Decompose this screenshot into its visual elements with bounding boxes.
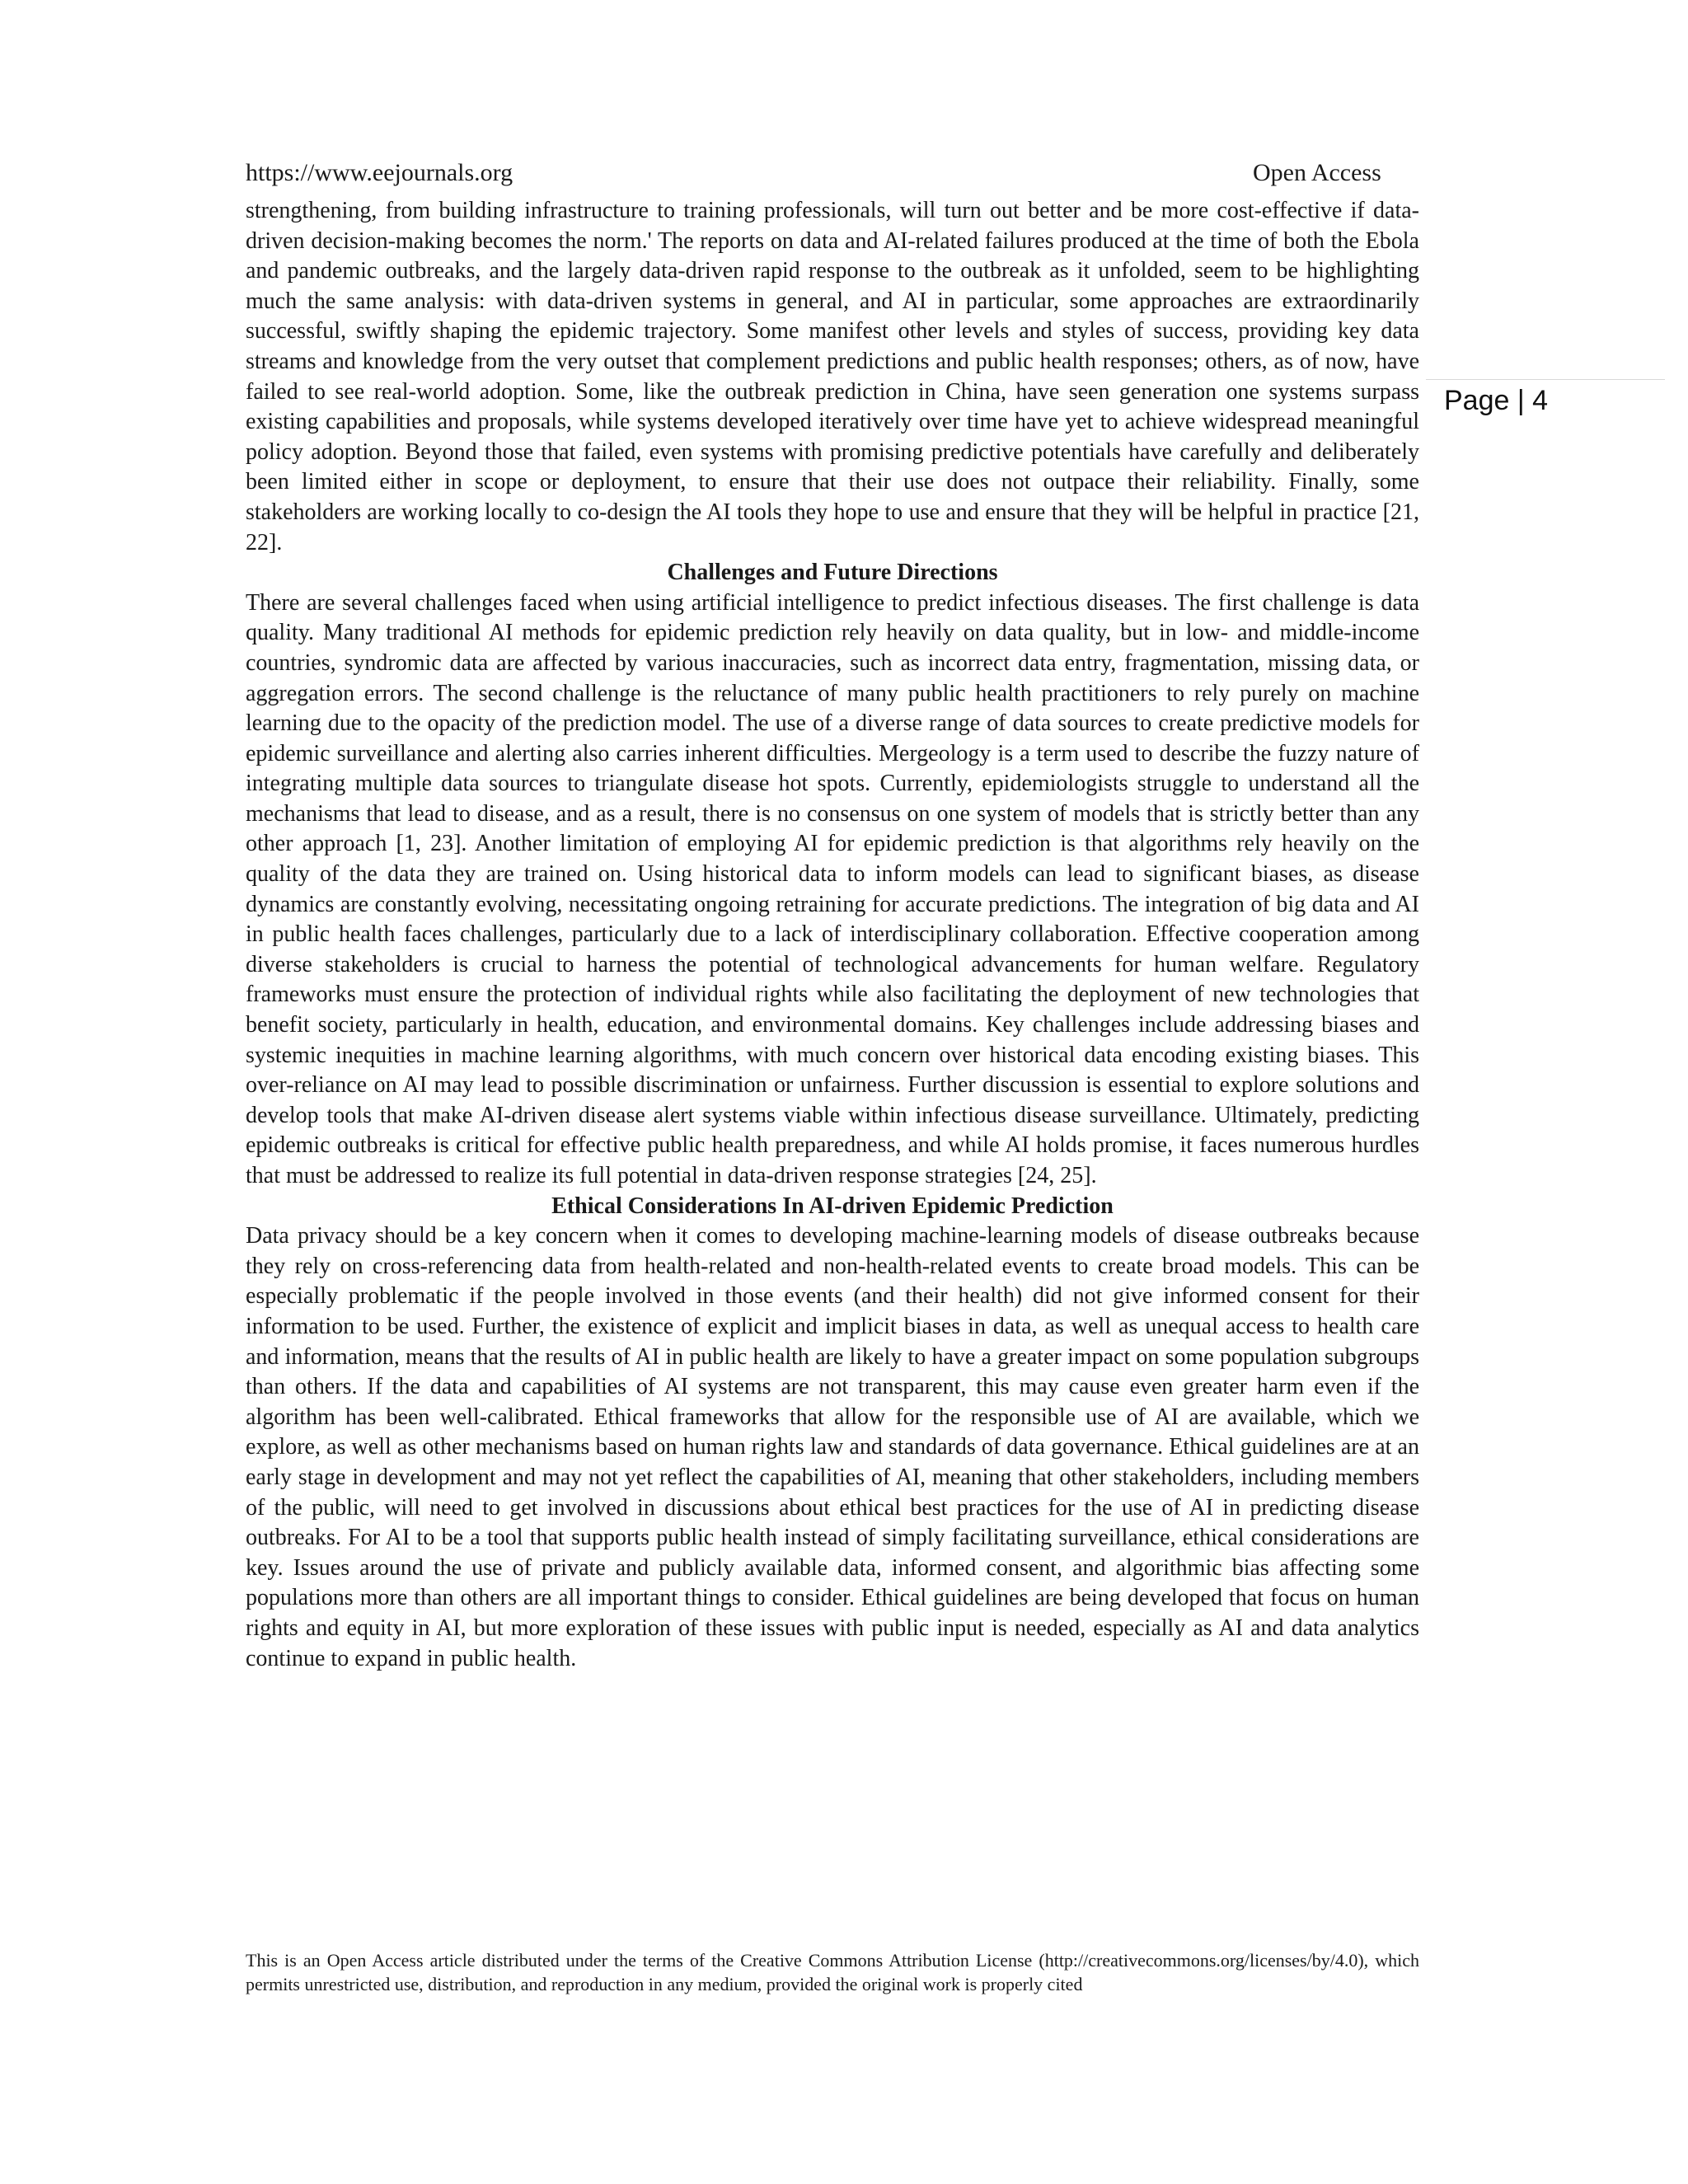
article-body bbox=[246, 196, 1419, 1674]
journal-url[interactable]: https://www.eejournals.org bbox=[246, 159, 513, 186]
paragraph-continued: strengthening, from building infrastructure to training professionals, will turn out better and be more cost-effective if data-driven decision-making becomes the norm.' The reports on data and AI-related failures produced at the time of both the Ebola and pandemic outbreaks, and the largely data-driven rapid response to the outbreak as it unfolded, seem to be highlighting much the same analysis: with data-driven systems in general, and AI in particular, some approaches are extraordinarily successful, swiftly shaping the epidemic trajectory. Some manifest other levels and styles of success, providing key data streams and knowledge from the very outset that complement predictions and public health responses; others, as of now, have failed to see real-world adoption. Some, like the outbreak prediction in China, have seen generation one systems surpass existing capabilities and proposals, while systems developed iteratively over time have yet to achieve widespread meaningful policy adoption. Beyond those that failed, even systems with promising predictive potentials have carefully and deliberately been limited either in scope or deployment, to ensure that their use does not outpace their reliability. Finally, some stakeholders are working locally to co-design the AI tools they hope to use and ensure that they will be helpful in practice [21, 22]. bbox=[246, 198, 1419, 555]
license-text: This is an Open Access article distributed under the terms of the Creative Commons Attribution License (http://creativecommons.org/licenses/by/4.0), which permits unrestricted use, distribution, and reproduction in any medium, provided the original work is properly cited bbox=[246, 1950, 1419, 1994]
sidebar-divider bbox=[1426, 379, 1665, 380]
section-heading-ethics: Ethical Considerations In AI-driven Epidemic Prediction bbox=[551, 1193, 1114, 1219]
page-number: Page | 4 bbox=[1444, 385, 1549, 416]
paragraph-challenges: There are several challenges faced when using artificial intelligence to predict infectious diseases. The first challenge is data quality. Many traditional AI methods for epidemic prediction rely heavily on data quality, but in low- and middle-income countries, syndromic data are affected by various inaccuracies, such as incorrect data entry, fragmentation, missing data, or aggregation errors. The second challenge is the reluctance of many public health practitioners to rely purely on machine learning due to the opacity of the prediction model. The use of a diverse range of data sources to create predictive models for epidemic surveillance and alerting also carries inherent difficulties. Mergeology is a term used to describe the fuzzy nature of integrating multiple data sources to triangulate disease hot spots. Currently, epidemiologists struggle to understand all the mechanisms that lead to disease, and as a result, there is no consensus on one system of models that is strictly better than any other approach [1, 23]. Another limitation of employing AI for epidemic prediction is that algorithms rely heavily on the quality of the data they are trained on. Using historical data to inform models can lead to significant biases, as disease dynamics are constantly evolving, necessitating ongoing retraining for accurate predictions. The integration of big data and AI in public health faces challenges, particularly due to a lack of interdisciplinary collaboration. Effective cooperation among diverse stakeholders is crucial to harness the potential of technological advancements for human welfare. Regulatory frameworks must ensure the protection of individual rights while also facilitating the deployment of new technologies that benefit society, particularly in health, education, and environmental domains. Key challenges include addressing biases and systemic inequities in machine learning algorithms, with much concern over historical data encoding existing biases. This over-reliance on AI may lead to possible discrimination or unfairness. Further discussion is essential to explore solutions and develop tools that make AI-driven disease alert systems viable within infectious disease surveillance. Ultimately, predicting epidemic outbreaks is critical for effective public health preparedness, and while AI holds promise, it faces numerous hurdles that must be addressed to realize its full potential in data-driven response strategies [24, 25]. bbox=[246, 589, 1419, 1188]
section-heading-challenges: Challenges and Future Directions bbox=[667, 560, 998, 586]
license-footer bbox=[246, 1948, 1419, 1996]
paragraph-ethics: Data privacy should be a key concern when it comes to developing machine-learning models of disease outbreaks because they rely on cross-referencing data from health-related and non-health-related events to create broad models. This can be especially problematic if the people involved in those events (and their health) did not give informed consent for their information to be used. Further, the existence of explicit and implicit biases in data, as well as unequal access to health care and information, means that the results of AI in public health are likely to have a greater impact on some population subgroups than others. If the data and capabilities of AI systems are not transparent, this may cause even greater harm even if the algorithm has been well-calibrated. Ethical frameworks that allow for the responsible use of AI are available, which we explore, as well as other mechanisms based on human rights law and standards of data governance. Ethical guidelines are at an early stage in development and may not yet reflect the capabilities of AI, meaning that other stakeholders, including members of the public, will need to get involved in discussions about ethical best practices for the use of AI in predicting disease outbreaks. For AI to be a tool that supports public health instead of simply facilitating surveillance, ethical considerations are key. Issues around the use of private and publicly available data, informed consent, and algorithmic bias affecting some populations more than others are all important things to consider. Ethical guidelines are being developed that focus on human rights and equity in AI, but more exploration of these issues with public input is needed, especially as AI and data analytics continue to expand in public health. bbox=[246, 1223, 1419, 1671]
open-access-label: Open Access bbox=[1253, 159, 1381, 186]
